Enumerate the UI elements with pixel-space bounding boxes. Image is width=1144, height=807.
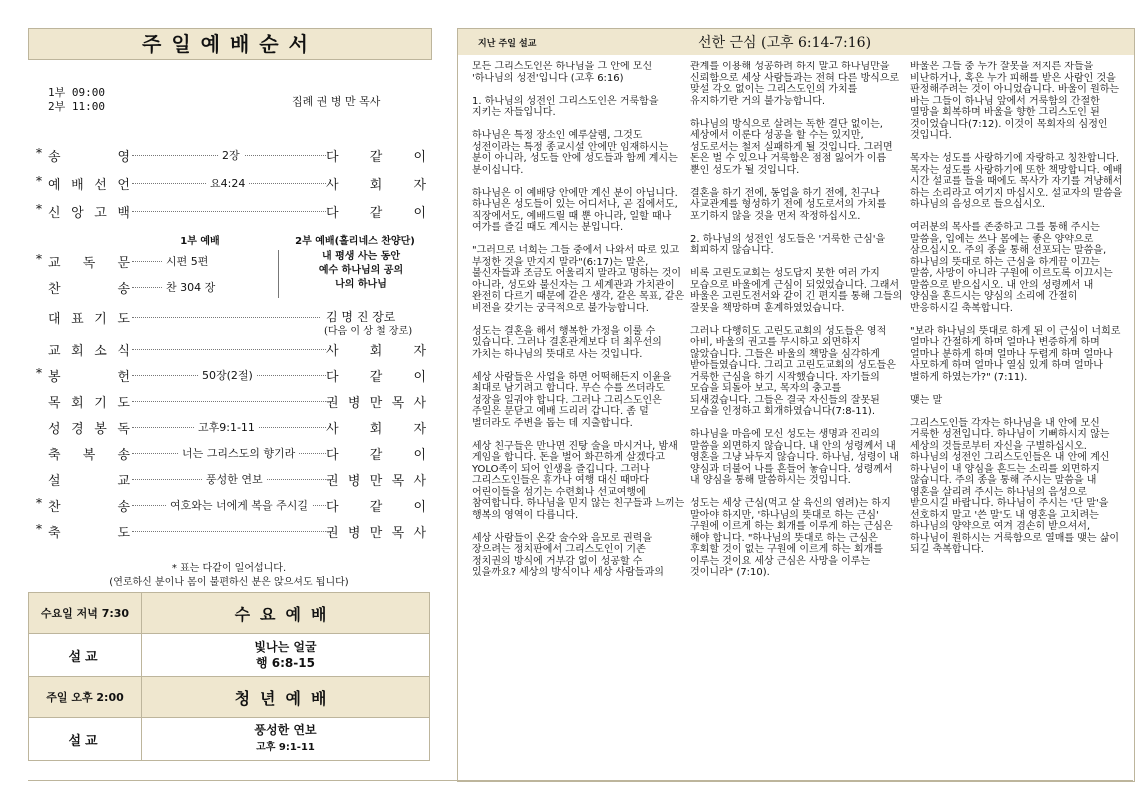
sermon-paragraph: 성도는 결혼을 해서 행복한 가정을 이룰 수 있습니다. 그러나 결혼관계보다 더 최우선의 가치는 하나님의 뜻대로 사는 것입니다. [472, 325, 662, 360]
sermon-column-3 [910, 61, 1124, 779]
schedule-left: 설교 [29, 634, 142, 677]
sermon-label: 지난 주일 설교 [478, 39, 537, 49]
sermon-paragraph: 모든 그리스도인은 하나님을 그 안에 모신 '하나님의 성전'입니다 (고후 6:16) [472, 61, 653, 84]
order-content: 요4:24 [206, 174, 249, 194]
order-person: 다 같 이 [326, 500, 426, 515]
sermon-panel [457, 28, 1135, 782]
order-person: 다 같 이 [326, 206, 426, 221]
sermon-paragraph: 그러나 다행히도 고린도교회의 성도들은 영적 아비, 바울의 권고를 무시하고 외면하지 않았습니다. 그들은 바울의 책망을 심각하게 받아들였습니다. 그리고 고린도교회의 성도들은 거룩한 근심을 하기 시작했습니다. 자기들의 모습을 되돌아 보고, 목자의 충고를 되새겼습니다. 그들은 결국 자신들의 잘못된 모습을 인정하고 회개하였습니다(7:8-11). [690, 325, 896, 417]
order-person: 사 회 자 [326, 344, 426, 359]
order-row: * 예 배 선 언 요4:24 사 회 자 [36, 174, 426, 193]
sermon-paragraph: 바울은 그들 중 누가 잘못을 저지른 자들을 비난하거나, 혹은 누가 피해를 받은 사람인 것을 판정해주려는 것이 아니었습니다. 바울이 원하는 바는 그들이 하나님 앞에서 거룩함의 간절한 열망을 회복하며 바울을 향한 그리스도인 된 것이었습니다(7:12). 이것이 목회자의 심정인 것입니다. [910, 61, 1120, 141]
order-row [36, 340, 428, 360]
schedule-service: 청년예배 [142, 677, 430, 718]
schedule-left: 설교 [29, 718, 142, 761]
sermon-paragraph: "그러므로 너희는 그들 중에서 나와서 따로 있고 부정한 것을 만지지 말라"(6:17)는 말은, 불신자들과 조금도 어울리지 말라고 명하는 것이 아니라, 성도와 불신자는 그 세계관과 가치관이 완전히 다르기 때문에 같은 생각, 같은 목표, 같은 비전을 갖기는 궁극적으로 불가능합니다. [472, 245, 685, 314]
sermon-paragraph: 목자는 성도를 사랑하기에 자랑하고 칭찬합니다. 목자는 성도를 사랑하기에 또한 책망합니다. 예배 시간 설교를 들을 때에도 목사가 자기를 겨냥해서 하는 소리라고 여기지 마십시오. 설교자의 말씀을 하나님의 음성으로 들으십시오. [910, 153, 1123, 210]
sermon-paragraph: 세상 사람들은 사업을 하면 어떡해든지 이윤을 최대로 남기려고 합니다. 무슨 수를 쓰더라도 성장을 일궈야 합니다. 그러나 그리스도인은 주일은 문닫고 예배 드리러 갑니다. 좀 덜 벌더라도 주변을 돕는 데 지출합니다. [472, 371, 672, 429]
sermon-paragraph: "보라 하나님의 뜻대로 하게 된 이 근심이 너희로 얼마나 간절하게 하며 얼마나 변증하게 하며 얼마나 분하게 하며 얼마나 두렵게 하며 얼마나 사모하게 하며 얼마나 열심 있게 하며 얼마나 벌하게 하였는가?" (7:11). [910, 325, 1121, 383]
footer-line [28, 780, 1133, 781]
sermon-paragraph: 성도는 세상 근심(먹고 살 육신의 염려)는 하지 말아야 하지만, '하나님의 뜻대로 하는 근심' 구원에 이르게 하는 회개를 이루게 하는 근심은 해야 합니다. "하나님의 뜻대로 하는 근심은 후회할 것이 없는 구원에 이르게 하는 회개를 이루는 것이요 세상 근심은 사망을 이루는 것이니라" (7:10). [690, 498, 893, 578]
order-row [36, 418, 428, 438]
sermon-paragraph: 2. 하나님의 성전인 성도들은 '거룩한 근심'을 회피하지 않습니다. [690, 233, 886, 256]
schedule-body-youth [29, 718, 430, 761]
sermon-paragraph: 관계를 이용해 성공하려 하지 말고 하나님만을 신뢰함으로 세상 사람들과는 전혀 다른 방식으로 맞설 각오 없이는 그리스도인의 가치를 유지하기란 거의 불가능합니다. [690, 61, 900, 107]
schedule-time: 수요일 저녁 7:30 [29, 593, 142, 634]
order-person: 다 같 이 [326, 370, 426, 385]
order-item: 설 교 [48, 474, 130, 489]
worship-order-panel [0, 0, 440, 807]
schedule-head-wed [29, 593, 430, 634]
sermon-paragraph: 하나님은 특정 장소인 예루살렘, 그것도 성전이라는 특정 종교시설 안에만 임재하시는 분이 아니라, 성도들 안에 성도들과 함께 계시는 분이십니다. [472, 130, 678, 176]
service-time-1: 1부 09:00 [48, 86, 105, 99]
sermon-paragraph: 결혼을 하기 전에, 동업을 하기 전에, 친구나 사교관계를 형성하기 전에 성도로서의 가치를 포기하지 않을 것을 먼저 작정하십시오. [690, 187, 887, 222]
sermon-header [458, 29, 1134, 55]
schedule-detail: 빛나는 얼굴 행 6:8-15 [142, 634, 430, 677]
order-person: 다 같 이 [326, 448, 426, 463]
sub-header-second: 2부 예배(홀리네스 찬양단) [295, 236, 415, 247]
order-item: 교 회 소 식 [48, 344, 130, 359]
order-person: 사 회 자 [326, 422, 426, 437]
order-person: 다 같 이 [326, 150, 426, 165]
order-item: 축 복 송 [48, 448, 130, 463]
order-item: 대 표 기 도 [48, 312, 130, 327]
order-person: 권 병 만 목 사 [326, 396, 426, 411]
sermon-paragraph: 세상 친구들은 만나면 진탕 술을 마시거나, 밤새 게임을 합니다. 돈을 벌어 화끈하게 살겠다고 YOLO족이 되어 인생을 즐깁니다. 그러나 그리스도인들은 휴가나 여행 대신 때마다 어린이들을 섬기는 수련회나 선교여행에 참여합니다. 하나님을 믿지 않는 친구들과 느끼는 행복의 영역이 다릅니다. [472, 440, 685, 521]
praise-team-songs: 내 평생 사는 동안 예수 하나님의 공의 나의 하나님 [318, 251, 404, 290]
order-person: 사 회 자 [326, 178, 426, 193]
prayer-person: 김 명 진 장로 [326, 310, 396, 324]
order-row: * 신 앙 고 백 다 같 이 [36, 202, 426, 221]
order-item: 성 경 봉 독 [48, 422, 130, 437]
order-row [36, 392, 428, 412]
order-row: * 축 도 권 병 만 목 사 [36, 522, 426, 541]
sermon-paragraph: 하나님은 이 예배당 안에만 계신 분이 아닙니다. 하나님은 성도들이 있는 어디서나, 곧 집에서도, 직장에서도, 예배드릴 때 뿐 아니라, 일할 때나 여가를 즐길 때도 계시는 분입니다. [472, 187, 678, 233]
order-person: 권 병 만 목 사 [326, 474, 426, 489]
order-item: 교 독 문 [48, 256, 130, 271]
order-title: 주일예배순서 [28, 28, 432, 60]
order-content: 2장 [218, 146, 244, 166]
order-content: 풍성한 연보 [202, 470, 267, 490]
schedule-table [28, 592, 430, 761]
schedule-time: 주일 오후 2:00 [29, 677, 142, 718]
order-row-responsive: * 교 독 문 시편 5편 [36, 252, 428, 272]
sermon-paragraph: 세상 사람들이 온갖 술수와 음모로 권력을 장으려는 정치판에서 그리스도인이 기존 정치권의 방식에 거부감 없이 성공할 수 있을까요? 세상의 방식이나 세상 사람들과의 [472, 532, 664, 578]
sermon-paragraph: 맺는 말 [910, 394, 943, 406]
sermon-title: 선한 근심 (고후 6:14-7:16) [698, 35, 872, 51]
note-standing: * 표는 다같이 일어섭니다. [171, 563, 287, 574]
sermon-paragraph: 하나님을 마음에 모신 성도는 생명과 진리의 말씀을 외면하지 않습니다. 내 안의 성령께서 내 영혼을 그냥 놔두지 않습니다. 하나님, 성령이 내 양심과 더불어 나를 흔들어 놓습니다. 성령께서 내 양심을 통해 말씀하시는 것입니다. [690, 429, 899, 486]
order-row: * 송 영 2장 다 같 이 [36, 146, 426, 165]
sub-header-first: 1부 예배 [180, 236, 220, 247]
order-content: 여호와는 너에게 복을 주시길 [166, 496, 312, 516]
sermon-column-2 [690, 61, 904, 779]
order-content: 너는 그리스도의 향기라 [178, 444, 299, 464]
service-time-2: 2부 11:00 [48, 100, 105, 113]
order-item: 예 배 선 언 [48, 178, 130, 193]
order-row: * 봉 헌 50장(2절) 다 같 이 [36, 366, 426, 385]
schedule-service: 수요예배 [142, 593, 430, 634]
order-content: 고후9:1-11 [194, 418, 259, 438]
schedule-detail: 풍성한 연보 고후 9:1-11 [142, 718, 430, 761]
prayer-next: (다음 이 상 철 장로) [324, 326, 413, 337]
order-content: 찬 304 장 [162, 278, 219, 298]
divider [278, 250, 279, 298]
order-item: 봉 헌 [48, 370, 130, 385]
sermon-column-1 [472, 61, 686, 779]
order-item: 찬 송 [48, 282, 130, 297]
note-seated: (연로하신 분이나 몸이 불편하신 분은 앉으셔도 됩니다) [109, 577, 349, 588]
presider: 집례 권 병 만 목사 [292, 95, 381, 108]
order-person: 권 병 만 목 사 [326, 526, 426, 541]
order-row: * 찬 송 여호와는 너에게 복을 주시길 다 같 이 [36, 496, 426, 515]
sermon-paragraph: 1. 하나님의 성전인 그리스도인은 거룩함을 지키는 자들입니다. [472, 95, 659, 118]
sermon-paragraph: 그리스도인들 각자는 하나님을 내 안에 모신 거룩한 성전입니다. 하나님이 기뻐하시지 않는 세상의 것들로부터 자신을 구별하십시오. 하나님의 성전인 그리스도인들은 내 안에 계신 하나님이 내 양심을 흔드는 소리를 외면하지 않습니다. 주의 종을 통해 주시는 말씀을 내 영혼을 살리려 주시는 하나님의 음성으로 받으시길 바랍니다. 하나님이 주시는 '단 말'을 선호하지 말고 '쓴 말'도 내 영혼을 고치려는 하나님의 양약으로 여겨 겸손히 받으셔서, 하나님이 원하시는 거룩함으로 열매를 맺는 삶이 되길 축복합니다. [910, 417, 1120, 555]
order-item: 찬 송 [48, 500, 130, 515]
order-content: 50장(2절) [198, 366, 257, 386]
schedule-head-youth [29, 677, 430, 718]
schedule-body-wed [29, 634, 430, 677]
sermon-paragraph: 하나님의 방식으로 살려는 독한 결단 없이는, 세상에서 이룬다 성공을 할 수는 있지만, 성도로서는 철저 실패하게 될 것입니다. 그러면 돈은 벌 수 있으나 거룩함은 점점 잃어가 이름 뿐인 성도가 될 것입니다. [690, 118, 893, 176]
order-item: 목 회 기 도 [48, 396, 130, 411]
order-item: 축 도 [48, 526, 130, 541]
sermon-paragraph: 비록 고린도교회는 성도답지 못한 여러 가지 모습으로 바울에게 근심이 되었었습니다. 그래서 바울은 고린도전서와 같이 긴 편지를 통해 그들의 잘못을 책망하며 훈계하였었습니다. [690, 268, 903, 314]
order-item: 송 영 [48, 150, 130, 165]
order-item: 신 앙 고 백 [48, 206, 130, 221]
order-row [36, 444, 428, 464]
sermon-paragraph: 여러분의 목사를 존중하고 그를 통해 주시는 말씀을, 입에는 쓰나 몸에는 좋은 양약으로 삼으십시오. 주의 종을 통해 선포되는 말씀을, 하나님의 뜻대로 하는 근심을 하게끔 이끄는 말씀, 사망이 아니라 구원에 이르도록 이끄시는 말씀으로 받으십시오. 내 안의 성령께서 내 양심을 흔드시는 양심의 소리에 간절히 반응하시길 축복합니다. [910, 222, 1113, 314]
order-content: 시편 5편 [162, 252, 212, 272]
order-row [36, 470, 428, 490]
